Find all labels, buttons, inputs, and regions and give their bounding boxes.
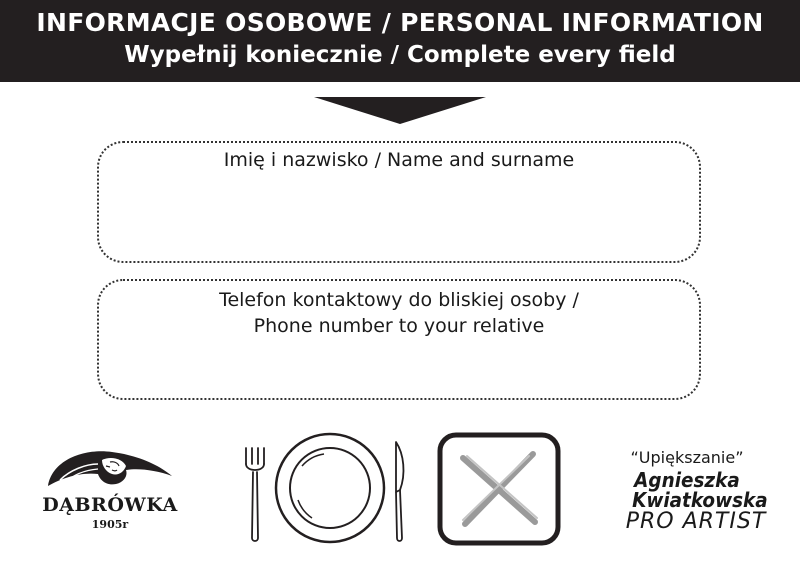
dabrowka-logo — [40, 446, 180, 538]
phone-field-label — [99, 287, 699, 339]
dabrowka-emblem-icon — [40, 446, 180, 496]
pro-artist-label: PRO ARTIST — [625, 509, 767, 534]
page-title: INFORMACJE OSOBOWE / PERSONAL INFORMATION — [36, 8, 764, 37]
phone-label-line-2: Phone number to your relative — [253, 315, 545, 337]
dabrowka-year: 1905r — [91, 518, 129, 531]
name-field-label: Imię i nazwisko / Name and surname — [223, 149, 575, 171]
page-subtitle: Wypełnij koniecznie / Complete every field — [124, 42, 676, 68]
pro-first-name: Agnieszka — [634, 468, 740, 492]
phone-label-line-1: Telefon kontaktowy do bliskiej osoby / — [219, 289, 579, 311]
plate-cutlery-icon — [240, 430, 412, 548]
phone-field[interactable] — [97, 279, 701, 400]
dabrowka-name: DĄBRÓWKA — [42, 494, 178, 516]
header-banner — [0, 0, 800, 82]
pro-artist-logo — [592, 448, 782, 534]
pro-tagline: “Upiększanie” — [630, 448, 744, 467]
name-field[interactable] — [97, 141, 701, 263]
pro-last-name: Kwiatkowska — [632, 488, 768, 512]
arrow-down-icon — [314, 97, 486, 124]
crossed-box-icon — [437, 432, 561, 546]
